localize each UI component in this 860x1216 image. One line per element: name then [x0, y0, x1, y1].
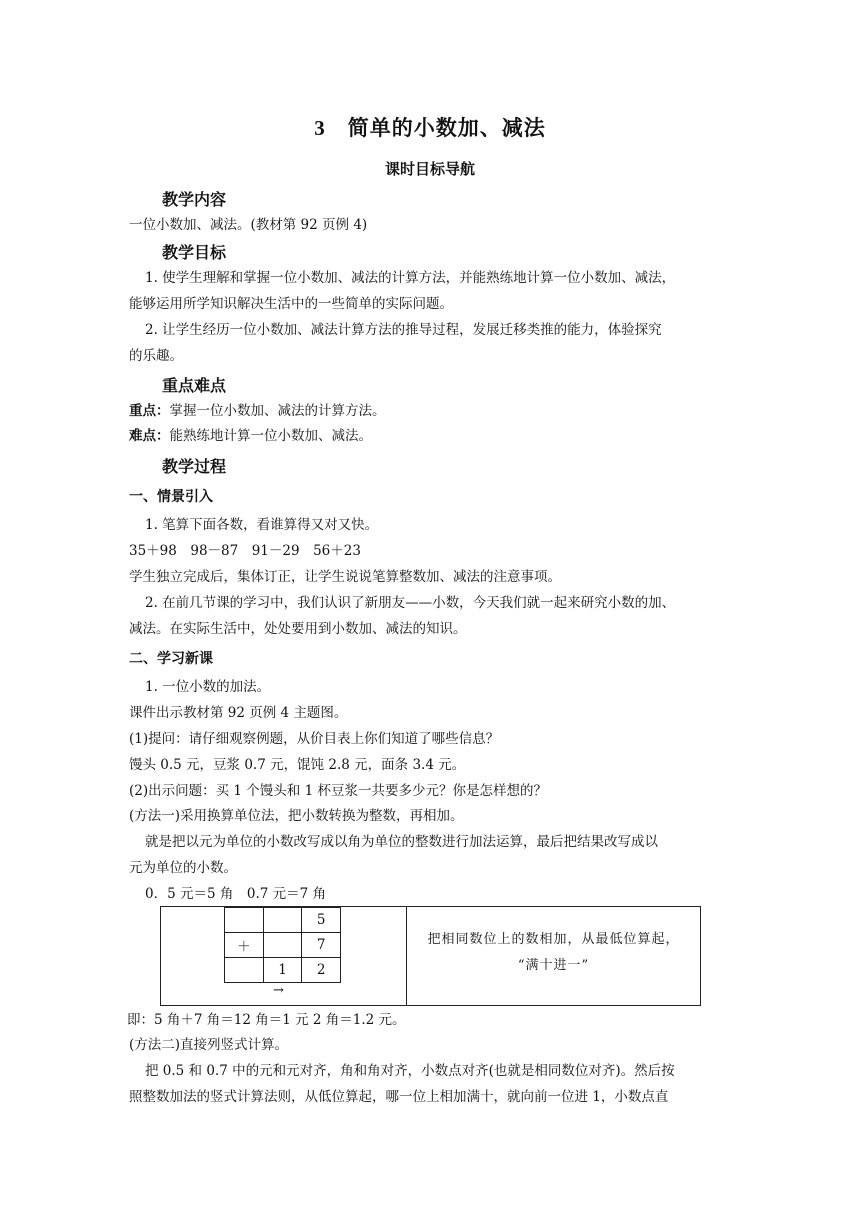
p1-line1: 1. 笔算下面各数，看谁算得又对又快。 — [145, 517, 379, 533]
title-number: 3 — [314, 116, 326, 140]
p2-line11: (方法二)直接列竖式计算。 — [129, 1037, 289, 1053]
section-subtitle: 课时目标导航 — [384, 160, 475, 178]
p2-line1: 1. 一位小数的加法。 — [145, 679, 271, 695]
key-point — [129, 401, 386, 421]
p2-line13: 照整数加法的竖式计算法则，从低位算起，哪一位上相加满十，就向前一位进 1，小数点直 — [129, 1089, 669, 1105]
calculation-box — [160, 906, 701, 1006]
heading-key: 重点难点 — [162, 376, 227, 395]
p1-line3: 学生独立完成后，集体订正，让学生说说笔算整数加、减法的注意事项。 — [129, 569, 561, 585]
difficulty-point — [129, 426, 372, 446]
heading-content: 教学内容 — [162, 190, 227, 209]
note-line1: 把相同数位上的数相加，从最低位算起， — [427, 932, 680, 947]
goal2-line1: 2. 让学生经历一位小数加、减法计算方法的推导过程，发展迁移类推的能力，体验探究 — [145, 322, 662, 338]
p1-line5: 减法。在实际生活中，处处要用到小数加、减法的知识。 — [129, 621, 467, 637]
p1-line2: 35＋98 98－87 91－29 56＋23 — [129, 543, 361, 559]
p2-line10: 即：5 角＋7 角＝12 角＝1 元 2 角＝1.2 元。 — [127, 1012, 406, 1028]
goal1-line1: 1. 使学生理解和掌握一位小数加、减法的计算方法，并能熟练地计算一位小数加、减法， — [145, 270, 676, 286]
vertical-addition-grid — [224, 907, 341, 983]
p1-line4: 2. 在前几节课的学习中，我们认识了新朋友——小数，今天我们就一起来研究小数的加、 — [145, 595, 676, 611]
heading-goals: 教学目标 — [162, 243, 227, 262]
content-text: 一位小数加、减法。(教材第 92 页例 4) — [129, 217, 368, 233]
calculation-note — [407, 927, 700, 979]
p2-line5: (2)出示问题：买 1 个馒头和 1 杯豆浆一共要多少元？你是怎样想的？ — [129, 783, 547, 799]
p2-line3: (1)提问：请仔细观察例题，从价目表上你们知道了哪些信息？ — [129, 731, 500, 747]
grid-cell: 1 — [263, 958, 302, 983]
grid-cell: 2 — [302, 958, 341, 983]
p2-line4: 馒头 0.5 元，豆浆 0.7 元，馄饨 2.8 元，面条 3.4 元。 — [129, 757, 466, 773]
goal1-line2: 能够运用所学知识解决生活中的一些简单的实际问题。 — [129, 296, 453, 312]
carry-arrow-icon: → — [273, 983, 284, 998]
grid-row — [225, 958, 341, 983]
grid-cell: 5 — [302, 908, 341, 933]
grid-cell — [263, 933, 302, 958]
grid-cell — [225, 958, 264, 983]
p2-line9: 0．5 元＝5 角 0.7 元＝7 角 — [145, 886, 326, 902]
heading-process: 教学过程 — [162, 457, 227, 476]
grid-cell: 7 — [302, 933, 341, 958]
p2-line2: 课件出示教材第 92 页例 4 主题图。 — [129, 705, 348, 721]
grid-cell — [263, 908, 302, 933]
part1-heading: 一、情景引入 — [129, 489, 213, 505]
grid-row — [225, 908, 341, 933]
note-line2: “满十进一” — [517, 958, 590, 973]
plus-sign-cell: ＋ — [225, 933, 264, 958]
p2-line8: 元为单位的小数。 — [129, 860, 237, 876]
grid-cell — [225, 908, 264, 933]
difficulty-label: 难点： — [129, 428, 170, 444]
part2-heading: 二、学习新课 — [129, 651, 213, 667]
key-label: 重点： — [129, 403, 170, 419]
goal2-line2: 的乐趣。 — [129, 348, 183, 364]
difficulty-text: 能熟练地计算一位小数加、减法。 — [169, 428, 372, 444]
title-text: 简单的小数加、减法 — [347, 116, 546, 140]
p2-line6: (方法一)采用换算单位法，把小数转换为整数，再相加。 — [129, 808, 464, 824]
p2-line12: 把 0.5 和 0.7 中的元和元对齐，角和角对齐，小数点对齐(也就是相同数位对齐)。然后按 — [145, 1063, 675, 1079]
p2-line7: 就是把以元为单位的小数改写成以角为单位的整数进行加法运算，最后把结果改写成以 — [145, 834, 658, 850]
key-text: 掌握一位小数加、减法的计算方法。 — [169, 403, 386, 419]
grid-row — [225, 933, 341, 958]
page-title — [0, 112, 860, 142]
